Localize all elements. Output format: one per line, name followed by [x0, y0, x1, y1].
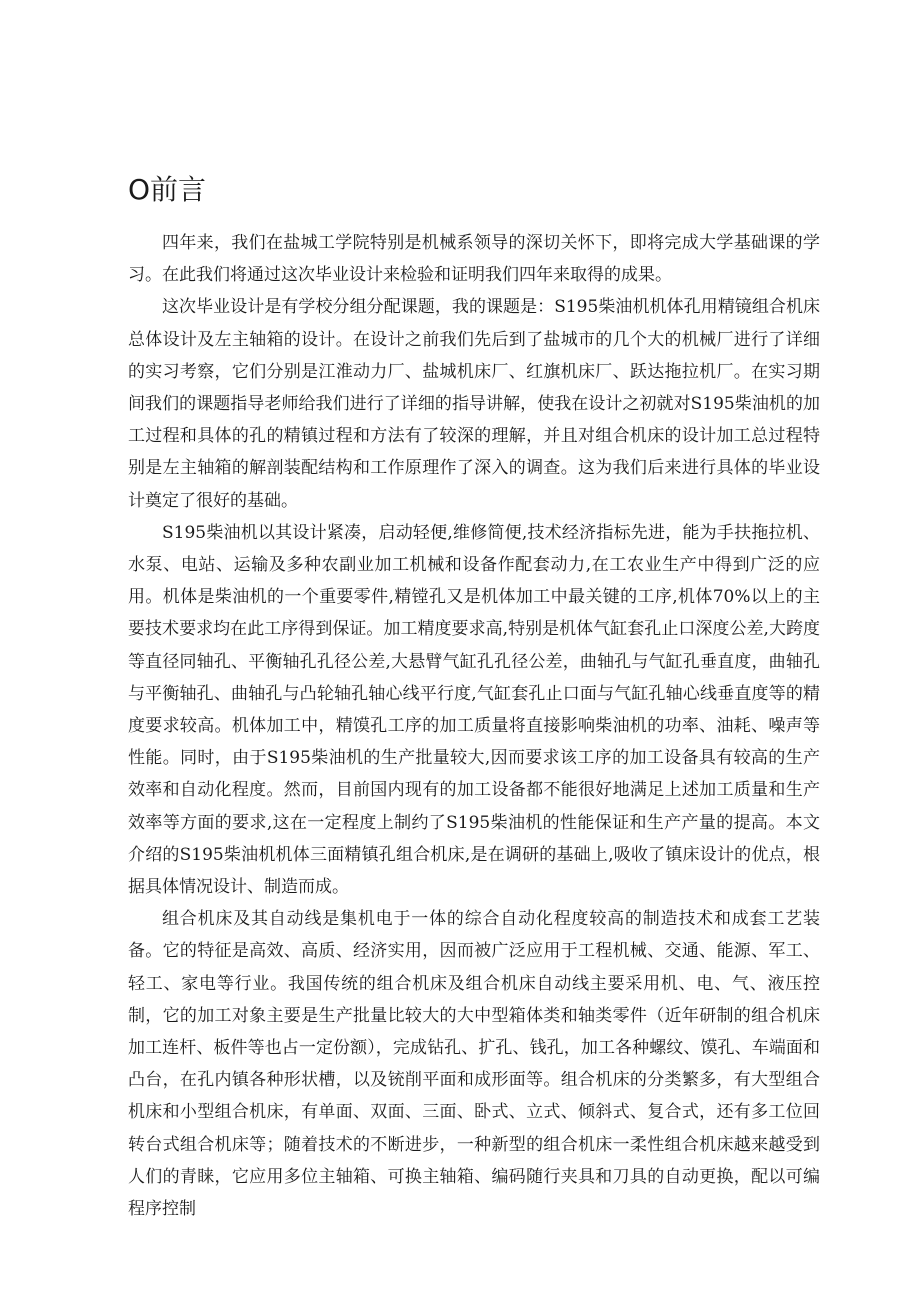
paragraph-1: 四年来，我们在盐城工学院特别是机械系领导的深切关怀下，即将完成大学基础课的学习。在此我们将通过这次毕业设计来检验和证明我们四年来取得的成果。 — [128, 233, 820, 286]
paragraph-2: 这次毕业设计是有学校分组分配课题，我的课题是：S195柴油机机体孔用精镜组合机床总体设计及左主轴箱的设计。在设计之前我们先后到了盐城市的几个大的机械厂进行了详细的实习考察，它们分别是江淮动力厂、盐城机床厂、红旗机床厂、跃达拖拉机厂。在实习期间我们的课题指导老师给我们进行了详细的指导讲解，使我在设计之初就对S195柴油机的加工过程和具体的孔的精镇过程和方法有了较深的理解，并且对组合机床的设计加工总过程特别是左主轴箱的解剖装配结构和工作原理作了深入的调查。这为我们后来进行具体的毕业设计奠定了很好的基础。 — [128, 297, 820, 511]
paragraph-3: S195柴油机以其设计紧凑，启动轻便,维修简便,技术经济指标先进，能为手扶拖拉机、水泵、电站、运输及多种农副业加工机械和设备作配套动力,在工农业生产中得到广泛的应用。机体是柴油机的一个重要零件,精镗孔又是机体加工中最关键的工序,机体70%以上的主要技术要求均在此工序得到保证。加工精度要求高,特别是机体气缸套孔止口深度公差,大跨度等直径同轴孔、平衡轴孔孔径公差,大悬臂气缸孔孔径公差，曲轴孔与气缸孔垂直度，曲轴孔与平衡轴孔、曲轴孔与凸轮轴孔轴心线平行度,气缸套孔止口面与气缸孔轴心线垂直度等的精度要求较高。机体加工中，精馍孔工序的加工质量将直接影响柴油机的功率、油耗、噪声等性能。同时，由于S195柴油机的生产批量较大,因而要求该工序的加工设备具有较高的生产效率和自动化程度。然而，目前国内现有的加工设备都不能很好地满足上述加工质量和生产效率等方面的要求,这在一定程度上制约了S195柴油机的性能保证和生产产量的提高。本文介绍的S195柴油机机体三面精镇孔组合机床,是在调研的基础上,吸收了镇床设计的优点，根据具体情况设计、制造而成。 — [128, 522, 820, 898]
paragraph-4: 组合机床及其自动线是集机电于一体的综合自动化程度较高的制造技术和成套工艺装备。它的特征是高效、高质、经济实用，因而被广泛应用于工程机械、交通、能源、军工、轻工、家电等行业。我国传统的组合机床及组合机床自动线主要采用机、电、气、液压控制，它的加工对象主要是生产批量比较大的大中型箱体类和轴类零件（近年研制的组合机床加工连杆、板件等也占一定份额），完成钻孔、扩孔、钱孔，加工各种螺纹、馍孔、车端面和凸台，在孔内镇各种形状槽，以及铳削平面和成形面等。组合机床的分类繁多，有大型组合机床和小型组合机床，有单面、双面、三面、卧式、立式、倾斜式、复合式，还有多工位回转台式组合机床等；随着技术的不断进步，一种新型的组合机床一柔性组合机床越来越受到人们的青睐，它应用多位主轴箱、可换主轴箱、编码随行夹具和刀具的自动更换，配以可编程序控制 — [128, 909, 820, 1220]
body-text — [128, 227, 820, 1225]
section-title: O前言 — [128, 173, 207, 206]
